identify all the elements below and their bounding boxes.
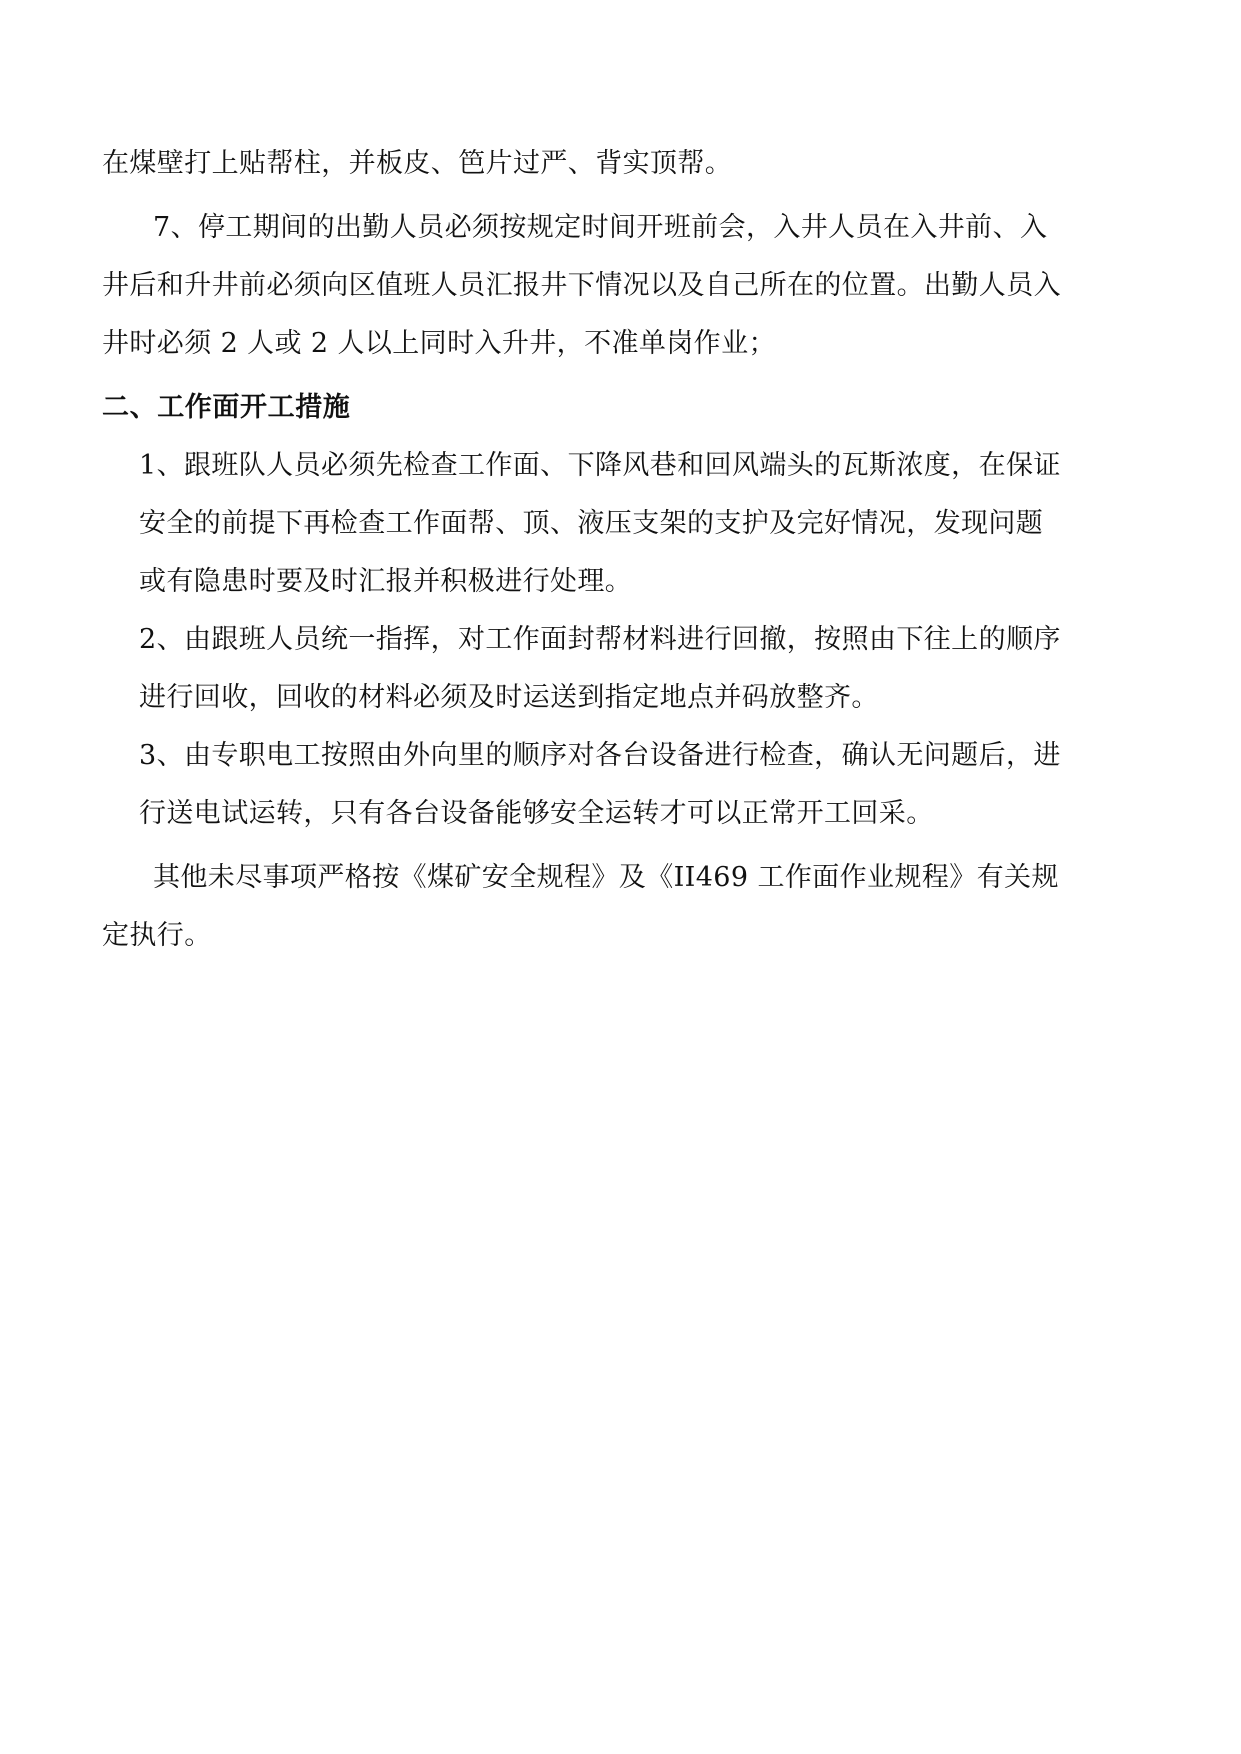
section2-item-1-line-2: 安全的前提下再检查工作面帮、顶、液压支架的支护及完好情况，发现问题	[139, 508, 1044, 539]
section2-item-3-line-2: 行送电试运转，只有各台设备能够安全运转才可以正常开工回采。	[139, 798, 934, 829]
section2-item-2-line-1: 2、由跟班人员统一指挥，对工作面封帮材料进行回撤，按照由下往上的顺序	[139, 624, 1061, 655]
section2-item-3-line-1: 3、由专职电工按照由外向里的顺序对各台设备进行检查，确认无问题后，进	[139, 740, 1061, 771]
closing-line-1: 其他未尽事项严格按《煤矿安全规程》及《II469 工作面作业规程》有关规	[153, 862, 1059, 893]
closing-line-2: 定执行。	[102, 920, 212, 951]
item-7-line-3: 井时必须 2 人或 2 人以上同时入升井，不准单岗作业；	[102, 328, 776, 359]
section-heading: 二、工作面开工措施	[102, 392, 351, 423]
item-7-line-2: 井后和升井前必须向区值班人员汇报井下情况以及自己所在的位置。出勤人员入	[102, 270, 1061, 301]
section2-item-1-line-1: 1、跟班队人员必须先检查工作面、下降风巷和回风端头的瓦斯浓度，在保证	[139, 450, 1061, 481]
section2-item-2-line-2: 进行回收，回收的材料必须及时运送到指定地点并码放整齐。	[139, 682, 879, 713]
item-7-line-1: 7、停工期间的出勤人员必须按规定时间开班前会，入井人员在入井前、入	[153, 212, 1048, 243]
paragraph-continuation-line: 在煤壁打上贴帮柱，并板皮、笆片过严、背实顶帮。	[102, 148, 733, 179]
section2-item-1-line-3: 或有隐患时要及时汇报并积极进行处理。	[139, 566, 633, 597]
